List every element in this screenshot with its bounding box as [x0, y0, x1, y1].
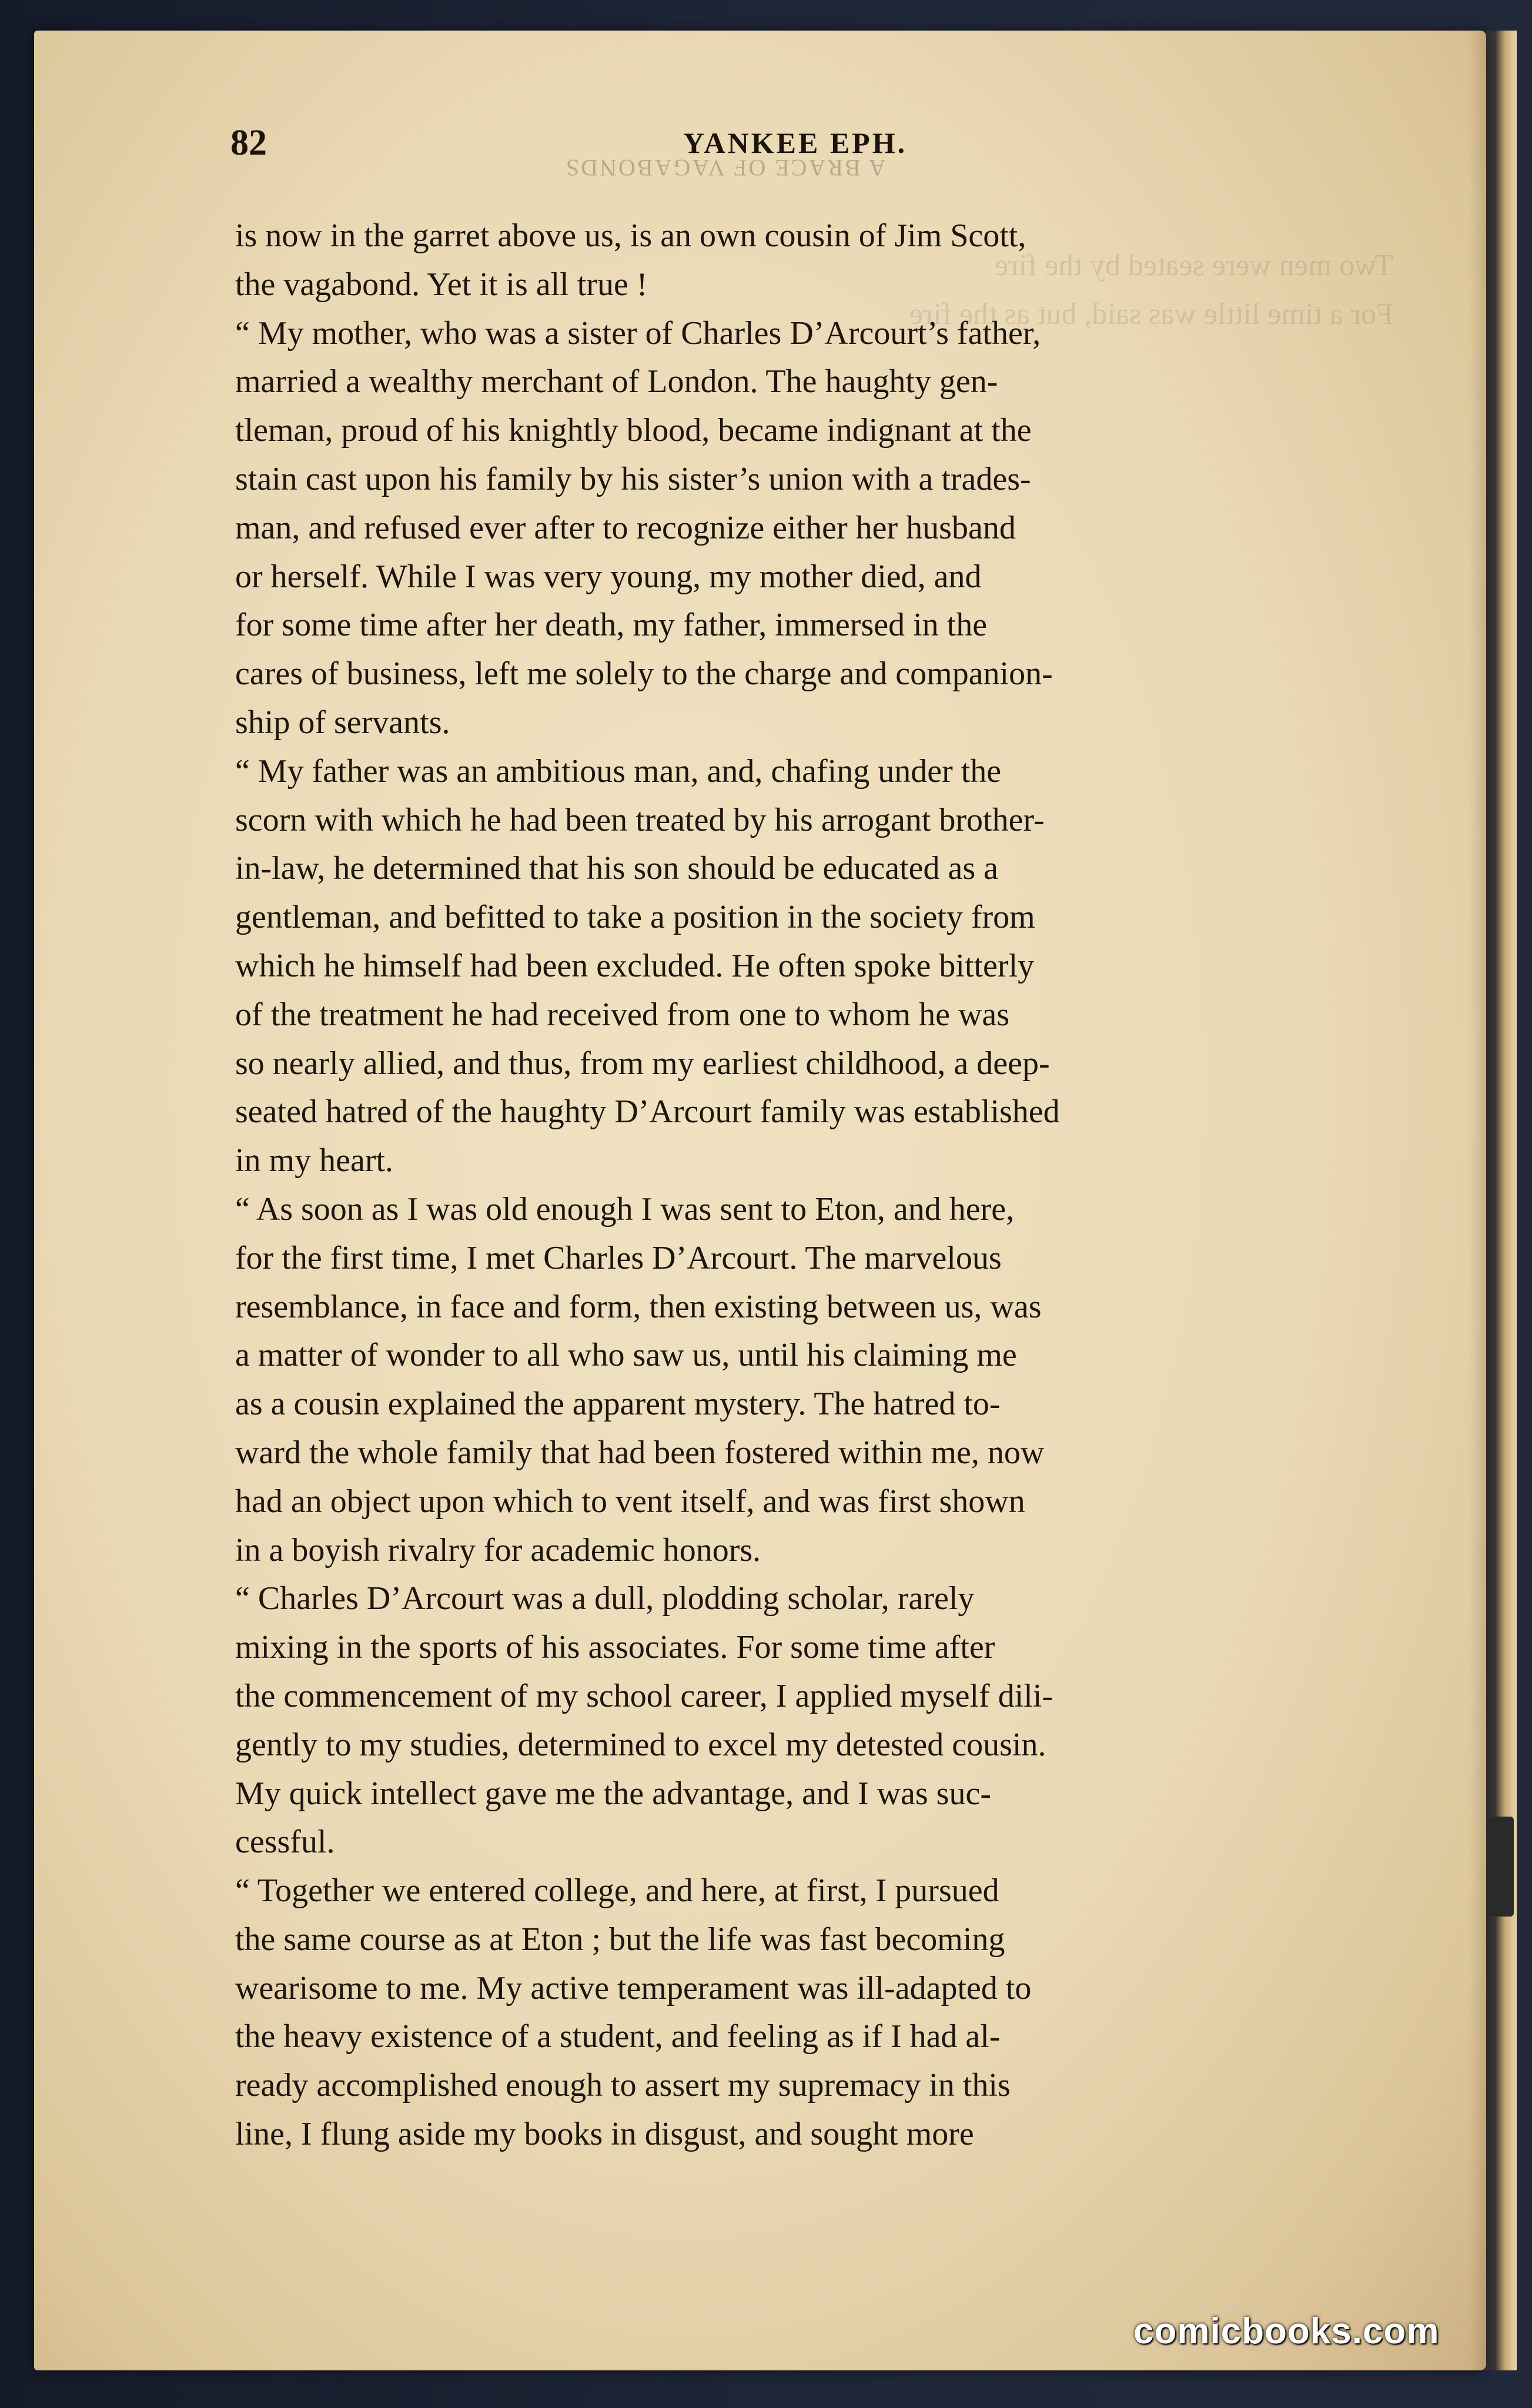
- text-line: line, I flung aside my books in disgust, and sought more: [235, 2116, 974, 2153]
- text-line: or herself. While I was very young, my mother died, and: [235, 558, 982, 595]
- text-line: stain cast upon his family by his sister’s union with a trades-: [235, 460, 1031, 497]
- text-line: gentleman, and befitted to take a position in the society from: [235, 899, 1035, 936]
- text-line: which he himself had been excluded. He often spoke bitterly: [235, 947, 1035, 984]
- text-line: scorn with which he had been treated by his arrogant brother-: [235, 801, 1045, 838]
- page-edge-shadow: [1470, 31, 1517, 2370]
- text-line: ready accomplished enough to assert my supremacy in this: [235, 2067, 1011, 2104]
- text-line: as a cousin explained the apparent mystery. The hatred to-: [235, 1386, 1001, 1423]
- text-line: married a wealthy merchant of London. The haughty gen-: [235, 363, 998, 400]
- text-line: for the first time, I met Charles D’Arcourt. The marvelous: [235, 1239, 1002, 1276]
- text-line: tleman, proud of his knightly blood, became indignant at the: [235, 412, 1032, 449]
- text-line: wearisome to me. My active temperament was ill-adapted to: [235, 1969, 1032, 2006]
- binding-tab: [1487, 1817, 1514, 1917]
- text-line: gently to my studies, determined to excel my detested cousin.: [235, 1726, 1046, 1763]
- text-line: “ Together we entered college, and here, at first, I pursued: [235, 1872, 999, 1909]
- watermark: comicbooks.com: [1133, 2311, 1440, 2352]
- text-line: the same course as at Eton ; but the life was fast becoming: [235, 1921, 1005, 1958]
- text-line: in my heart.: [235, 1142, 394, 1179]
- text-line: “ My father was an ambitious man, and, chafing under the: [235, 752, 1002, 790]
- text-line: “ As soon as I was old enough I was sent to Eton, and here,: [235, 1190, 1015, 1228]
- text-line: resemblance, in face and form, then existing between us, was: [235, 1288, 1042, 1325]
- text-line: for some time after her death, my father, immersed in the: [235, 607, 988, 644]
- text-line: cessful.: [235, 1824, 335, 1861]
- text-line: the vagabond. Yet it is all true !: [235, 266, 648, 303]
- text-line: My quick intellect gave me the advantage, and I was suc-: [235, 1775, 991, 1812]
- text-line: the commencement of my school career, I applied myself dili-: [235, 1677, 1053, 1714]
- text-line: in-law, he determined that his son should be educated as a: [235, 850, 998, 887]
- bleed-through-header: A BRACE OF VAGABONDS: [564, 155, 886, 181]
- text-line: cares of business, left me solely to the charge and companion-: [235, 655, 1053, 693]
- text-line: the heavy existence of a student, and feeling as if I had al-: [235, 2018, 1001, 2055]
- text-line: ward the whole family that had been fostered within me, now: [235, 1434, 1045, 1471]
- text-line: “ Charles D’Arcourt was a dull, plodding scholar, rarely: [235, 1580, 975, 1617]
- text-line: in a boyish rivalry for academic honors.: [235, 1531, 761, 1568]
- body-text: [235, 212, 1387, 2159]
- text-line: is now in the garret above us, is an own cousin of Jim Scott,: [235, 218, 1026, 254]
- text-line: mixing in the sports of his associates. For some time after: [235, 1629, 995, 1666]
- page-number: 82: [230, 123, 267, 163]
- page-header: [230, 122, 1389, 169]
- text-line: seated hatred of the haughty D’Arcourt family was established: [235, 1093, 1060, 1131]
- text-line: a matter of wonder to all who saw us, until his claiming me: [235, 1337, 1017, 1374]
- text-line: ship of servants.: [235, 704, 450, 741]
- running-head: YANKEE EPH.: [683, 126, 908, 159]
- bleed-through-line: For a time little was said, but as the fire: [909, 297, 1393, 331]
- text-line: of the treatment he had received from one to whom he was: [235, 996, 1010, 1033]
- text-line: “ My mother, who was a sister of Charles D’Arcourt’s father,: [235, 315, 1041, 352]
- text-line: had an object upon which to vent itself, and was first shown: [235, 1483, 1025, 1520]
- text-line: so nearly allied, and thus, from my earliest childhood, a deep-: [235, 1045, 1050, 1082]
- text-line: man, and refused ever after to recognize either her husband: [235, 509, 1016, 546]
- bleed-through-line: Two men were seated by the fire: [995, 249, 1393, 282]
